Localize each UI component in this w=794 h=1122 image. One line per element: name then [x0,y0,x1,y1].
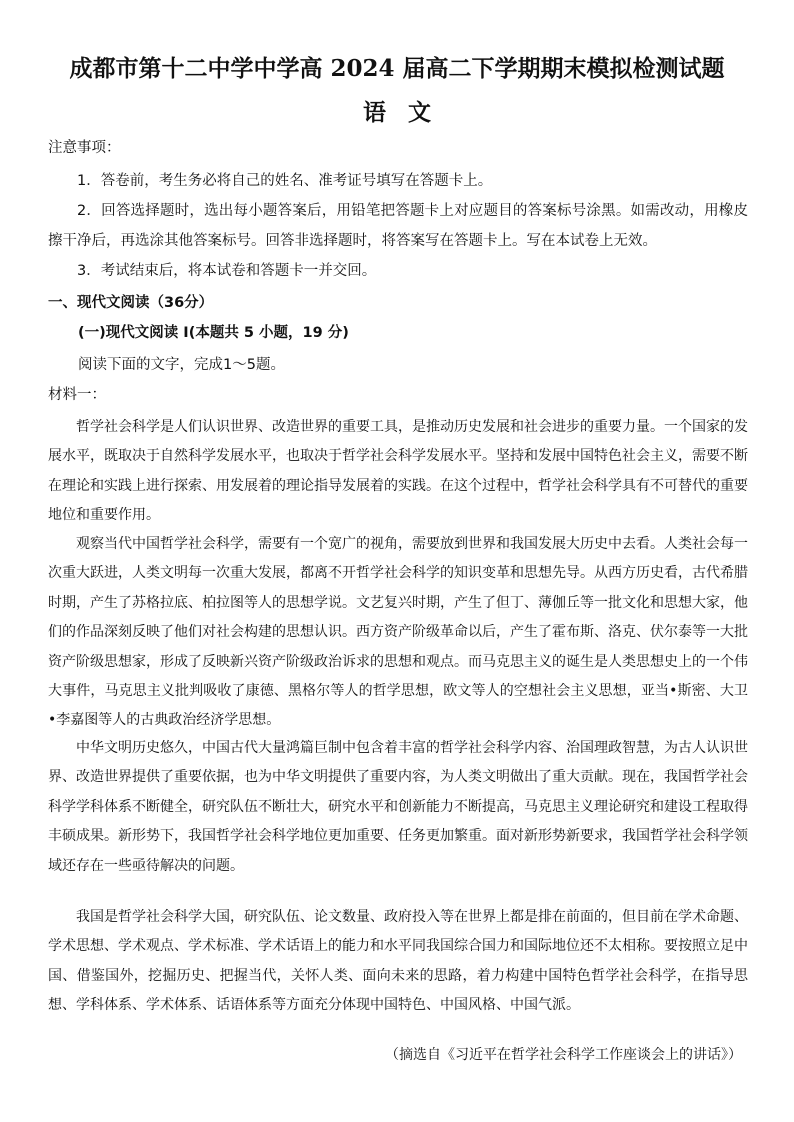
material-paragraph-1: 哲学社会科学是人们认识世界、改造世界的重要工具，是推动历史发展和社会进步的重要力量。一个国家的发展水平，既取决于自然科学发展水平，也取决于哲学社会科学发展水平。坚持和发展中国特色社会主义，需要不断在理论和实践上进行探索、用发展着的理论指导发展着的实践。在这个过程中，哲学社会科学具有不可替代的重要地位和重要作用。 [48,419,748,524]
material-paragraph-3: 中华文明历史悠久，中国古代大量鸿篇巨制中包含着丰富的哲学社会科学内容、治国理政智慧，为古人认识世界、改造世界提供了重要依据，也为中华文明提供了重要内容，为人类文明做出了重大贡献。现在，我国哲学社会科学学科体系不断健全，研究队伍不断壮大，研究水平和创新能力不断提高，马克思主义理论研究和建设工程取得丰硕成果。新形势下，我国哲学社会科学地位更加重要、任务更加繁重。面对新形势新要求，我国哲学社会科学领域还存在一些亟待解决的问题。 [48,740,748,874]
source-citation: （摘选自《习近平在哲学社会科学工作座谈会上的讲话》） [385,1047,742,1063]
material-paragraph-2: 观察当代中国哲学社会科学，需要有一个宽广的视角，需要放到世界和我国发展大历史中去看。人类社会每一次重大跃进，人类文明每一次重大发展，都离不开哲学社会科学的知识变革和思想先导。从西方历史看，古代希腊时期，产生了苏格拉底、柏拉图等人的思想学说。文艺复兴时期，产生了但丁、薄伽丘等一批文化和思想大家，他们的作品深刻反映了他们对社会构建的思想认识。西方资产阶级革命以后，产生了霍布斯、洛克、伏尔泰等一大批资产阶级思想家，形成了反映新兴资产阶级政治诉求的思想和观点。而马克思主义的诞生是人类思想史上的一个伟大事件，马克思主义批判吸收了康德、黑格尔等人的哲学思想，欧文等人的空想社会主义思想，亚当•斯密、大卫•李嘉图等人的古典政治经济学思想。 [48,536,748,729]
subsection-heading: (一)现代文阅读 I(本题共 5 小题，19 分) [78,325,349,341]
notice-heading: 注意事项： [48,140,121,156]
notice-item-2: 2．回答选择题时，选出每小题答案后，用铅笔把答题卡上对应题目的答案标号涂黑。如需改动，用橡皮擦干净后，再选涂其他答案标号。回答非选择题时，将答案写在答题卡上。写在本试卷上无效。 [48,203,748,249]
notice-item-3: 3．考试结束后，将本试卷和答题卡一并交回。 [77,263,377,279]
notice-item-1: 1．答卷前，考生务必将自己的姓名、准考证号填写在答题卡上。 [77,173,493,189]
exam-title: 成都市第十二中学中学高 2024 届高二下学期期末模拟检测试题 [69,55,725,82]
reading-instruction: 阅读下面的文字，完成1～5题。 [78,357,285,373]
material-paragraph-4: 我国是哲学社会科学大国，研究队伍、论文数量、政府投入等在世界上都是排在前面的，但目前在学术命题、学术思想、学术观点、学术标准、学术话语上的能力和水平同我国综合国力和国际地位还不太相称。要按照立足中国、借鉴国外，挖掘历史、把握当代，关怀人类、面向未来的思路，着力构建中国特色哲学社会科学，在指导思想、学科体系、学术体系、话语体系等方面充分体现中国特色、中国风格、中国气派。 [48,909,748,1014]
section-heading: 一、现代文阅读（36分） [48,295,214,311]
material-label: 材料一： [48,387,106,403]
subject-title: 语文 [363,99,453,126]
